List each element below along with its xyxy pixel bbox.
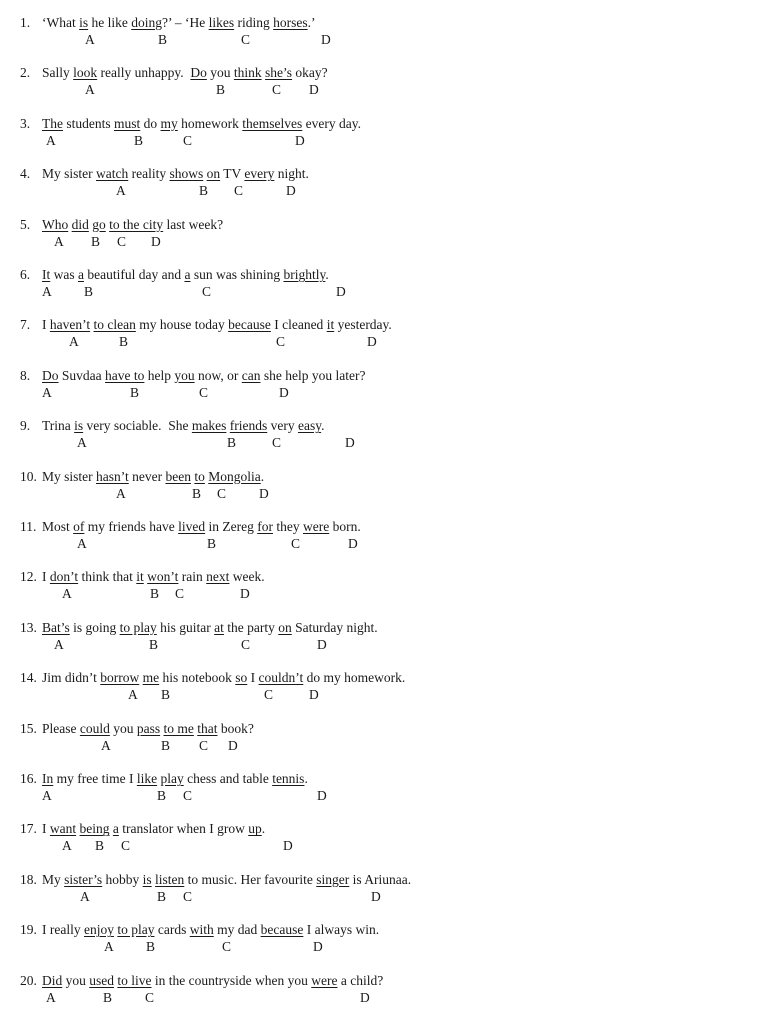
sentence-text: is going xyxy=(69,619,120,635)
sentence-text: do my homework. xyxy=(303,670,406,686)
option-letter: B xyxy=(207,536,217,551)
question-sentence xyxy=(42,316,392,333)
sentence-text: beautiful day and xyxy=(84,267,185,282)
option-letter: A xyxy=(116,485,126,501)
option-letter: B xyxy=(150,586,160,602)
question-item xyxy=(0,403,768,451)
option-letter: A xyxy=(101,737,111,753)
sentence-text: book? xyxy=(217,720,254,736)
question-number: 13. xyxy=(20,619,37,635)
option-letter: D xyxy=(228,737,238,753)
question-item xyxy=(0,655,768,703)
question-sentence xyxy=(42,972,383,989)
underlined-segment: likes xyxy=(208,15,235,30)
question-number: 16. xyxy=(20,771,37,786)
underlined-segment: because xyxy=(228,317,271,333)
option-letter: C xyxy=(241,636,251,652)
underlined-segment: think xyxy=(233,65,262,81)
question-number: 18. xyxy=(20,871,37,887)
sentence-text: you xyxy=(62,972,90,988)
sentence-text: I always win. xyxy=(303,922,380,938)
option-letter: A xyxy=(116,183,126,199)
option-letter: B xyxy=(95,838,105,854)
underlined-segment: a xyxy=(78,267,84,282)
question-item xyxy=(0,857,768,904)
sentence-text: My sister xyxy=(42,468,96,484)
underlined-segment: could xyxy=(79,720,110,736)
option-letter: B xyxy=(227,435,237,451)
underlined-segment: is xyxy=(79,15,89,30)
question-number: 9. xyxy=(20,418,31,434)
sentence-text: his notebook xyxy=(159,670,236,686)
question-item xyxy=(0,454,768,501)
sentence-text: reality xyxy=(128,166,170,182)
question-number: 6. xyxy=(20,267,31,282)
sentence-text: students xyxy=(63,115,115,131)
underlined-segment: you xyxy=(174,367,195,383)
question-item xyxy=(0,50,768,98)
option-letter: D xyxy=(309,687,319,703)
sentence-text: the party xyxy=(223,619,279,635)
option-letter: D xyxy=(309,82,319,98)
option-letter: D xyxy=(295,132,305,148)
question-number: 19. xyxy=(20,922,37,938)
question-number: 4. xyxy=(20,166,31,182)
option-letter: C xyxy=(272,435,282,451)
option-letter: B xyxy=(103,989,113,1005)
option-letter: B xyxy=(91,233,101,249)
option-letter: A xyxy=(54,233,64,249)
underlined-segment: play xyxy=(160,771,184,786)
question-sentence xyxy=(42,115,361,132)
sentence-text: I xyxy=(42,317,50,333)
option-letter: B xyxy=(161,687,171,703)
question-sentence xyxy=(42,720,254,737)
question-item xyxy=(0,252,768,299)
option-letter: A xyxy=(85,32,95,47)
underlined-segment: because xyxy=(260,922,304,938)
question-sentence xyxy=(42,770,308,787)
underlined-segment: at xyxy=(214,619,224,635)
sentence-text: I really xyxy=(42,922,84,938)
option-letter: C xyxy=(222,939,232,955)
question-item xyxy=(0,202,768,249)
sentence-text: I cleaned xyxy=(270,317,327,333)
sentence-text: . xyxy=(325,267,329,282)
option-letter: D xyxy=(321,32,331,47)
sentence-text: every day. xyxy=(302,115,362,131)
underlined-segment: every xyxy=(244,166,275,182)
underlined-segment: to me xyxy=(163,720,194,736)
sentence-text: they xyxy=(272,519,303,534)
underlined-segment: easy xyxy=(298,418,322,434)
sentence-text: . xyxy=(261,821,266,837)
underlined-segment: Who xyxy=(42,216,69,232)
underlined-segment: brightly xyxy=(283,267,326,282)
underlined-segment: singer xyxy=(316,871,350,887)
underlined-segment: to the city xyxy=(109,216,164,232)
sentence-text: . xyxy=(260,468,265,484)
option-letter: D xyxy=(367,334,377,350)
option-letter: D xyxy=(151,233,161,249)
question-item xyxy=(0,151,768,199)
sentence-text: is Ariunaa. xyxy=(349,871,412,887)
sentence-text: really unhappy. xyxy=(97,65,191,81)
question-item xyxy=(0,353,768,400)
underlined-segment: were xyxy=(311,972,338,988)
option-letter: C xyxy=(175,586,185,602)
option-letter: A xyxy=(42,788,52,803)
question-number: 12. xyxy=(20,569,37,585)
option-letter: C xyxy=(202,284,212,299)
option-letter: C xyxy=(264,687,274,703)
option-letter: C xyxy=(183,888,193,904)
sentence-text: cards xyxy=(154,922,190,938)
underlined-segment: Do xyxy=(190,65,207,81)
underlined-segment: lived xyxy=(178,519,206,534)
underlined-segment: tennis xyxy=(272,771,305,786)
option-letter: D xyxy=(317,788,327,803)
underlined-segment: enjoy xyxy=(83,922,114,938)
underlined-segment: is xyxy=(142,871,152,887)
sentence-text: my house today xyxy=(135,317,229,333)
question-item xyxy=(0,0,768,47)
underlined-segment: is xyxy=(74,418,84,434)
question-sentence xyxy=(42,367,365,384)
underlined-segment: It xyxy=(42,267,51,282)
option-letter: B xyxy=(119,334,129,350)
sentence-text: Sally xyxy=(42,65,74,81)
question-sentence xyxy=(42,266,329,283)
option-letter: A xyxy=(69,334,79,350)
underlined-segment: don’t xyxy=(49,569,79,585)
sentence-text: homework xyxy=(177,115,243,131)
option-letter: C xyxy=(199,737,209,753)
option-letter: C xyxy=(276,334,286,350)
underlined-segment: Did xyxy=(42,972,63,988)
option-letter: A xyxy=(46,989,56,1005)
option-letter: B xyxy=(84,284,94,299)
question-sentence xyxy=(42,669,405,686)
question-sentence xyxy=(42,468,264,485)
underlined-segment: with xyxy=(189,922,214,938)
option-letter: C xyxy=(121,838,131,854)
option-letter: D xyxy=(371,888,381,904)
sentence-text: night. xyxy=(274,166,309,182)
question-sentence xyxy=(42,871,411,888)
sentence-text: in the countryside when you xyxy=(151,972,312,988)
underlined-segment: to clean xyxy=(93,317,136,333)
underlined-segment: themselves xyxy=(242,115,303,131)
option-letter: D xyxy=(317,636,327,652)
sentence-text: I xyxy=(247,670,259,686)
question-sentence xyxy=(42,568,265,585)
question-item xyxy=(0,302,768,350)
sentence-text: rain xyxy=(178,569,207,585)
sentence-text: think that xyxy=(78,569,137,585)
question-number: 17. xyxy=(20,821,37,837)
underlined-segment: couldn’t xyxy=(258,670,304,686)
underlined-segment: to play xyxy=(119,619,157,635)
question-sentence xyxy=(42,417,325,434)
question-number: 5. xyxy=(20,216,31,232)
option-letter: A xyxy=(128,687,138,703)
sentence-text: My sister xyxy=(42,166,96,182)
underlined-segment: Do xyxy=(42,367,59,383)
underlined-segment: Bat’s xyxy=(42,619,70,635)
sentence-text: Please xyxy=(42,720,80,736)
sentence-text: hobby xyxy=(102,871,143,887)
sentence-text: to music. Her favourite xyxy=(184,871,317,887)
underlined-segment: a xyxy=(112,821,119,837)
underlined-segment: for xyxy=(257,519,273,534)
sentence-text: I xyxy=(42,569,50,585)
sentence-text: my friends have xyxy=(84,519,179,534)
option-letter: A xyxy=(104,939,114,955)
underlined-segment: to play xyxy=(117,922,155,938)
underlined-segment: that xyxy=(197,720,218,736)
sentence-text: he like xyxy=(88,15,132,30)
question-number: 10. xyxy=(20,468,37,484)
question-sentence xyxy=(42,216,223,233)
underlined-segment: on xyxy=(206,166,221,182)
underlined-segment: Mongolia xyxy=(208,468,261,484)
question-number: 11. xyxy=(20,519,37,534)
underlined-segment: so xyxy=(235,670,248,686)
underlined-segment: want xyxy=(49,821,77,837)
option-letter: A xyxy=(62,586,72,602)
underlined-segment: doing xyxy=(131,15,163,30)
option-letter: C xyxy=(183,788,193,803)
option-letter: C xyxy=(217,485,227,501)
option-letter: B xyxy=(130,384,140,400)
sentence-text: very sociable. She xyxy=(83,418,192,434)
option-letter: B xyxy=(158,32,168,47)
sentence-text: very xyxy=(267,418,298,434)
option-letter: D xyxy=(360,989,370,1005)
underlined-segment: The xyxy=(42,115,63,131)
option-letter: A xyxy=(85,82,95,98)
sentence-text: chess and table xyxy=(183,771,273,786)
underlined-segment: of xyxy=(73,519,85,534)
sentence-text: TV xyxy=(220,166,245,182)
question-sentence xyxy=(42,14,316,31)
sentence-text: . xyxy=(321,418,325,434)
question-number: 2. xyxy=(20,65,31,81)
option-letter: C xyxy=(199,384,209,400)
option-letter: B xyxy=(161,737,171,753)
underlined-segment: won’t xyxy=(147,569,179,585)
underlined-segment: can xyxy=(241,367,261,383)
underlined-segment: horses xyxy=(273,15,308,30)
question-sentence xyxy=(42,165,309,182)
question-item xyxy=(0,806,768,854)
underlined-segment: listen xyxy=(155,871,185,887)
option-letter: D xyxy=(279,384,289,400)
sentence-text: she help you later? xyxy=(260,367,366,383)
option-letter: C xyxy=(272,82,282,98)
question-number: 14. xyxy=(20,670,37,686)
option-letter: D xyxy=(313,939,323,955)
sentence-text: Saturday night. xyxy=(291,619,378,635)
option-letter: A xyxy=(80,888,90,904)
underlined-segment: to live xyxy=(117,972,152,988)
sentence-text: my dad xyxy=(213,922,261,938)
option-letter: C xyxy=(234,183,244,199)
underlined-segment: have to xyxy=(105,367,145,383)
question-number: 15. xyxy=(20,720,37,736)
underlined-segment: hasn’t xyxy=(96,468,129,484)
question-item xyxy=(0,706,768,753)
option-letter: A xyxy=(62,838,72,854)
question-sentence xyxy=(42,518,361,535)
sentence-text: okay? xyxy=(292,65,328,81)
sentence-text: Most xyxy=(42,519,74,534)
sentence-text: do xyxy=(140,115,161,131)
underlined-segment: pass xyxy=(136,720,161,736)
sentence-text: you xyxy=(206,65,234,81)
question-sentence xyxy=(42,64,328,81)
option-letter: A xyxy=(42,384,52,400)
option-letter: D xyxy=(336,284,346,299)
option-letter: D xyxy=(345,435,355,451)
sentence-text: yesterday. xyxy=(334,317,392,333)
sentence-text: .’ xyxy=(307,15,316,30)
option-letter: B xyxy=(134,132,144,148)
underlined-segment: like xyxy=(136,771,158,786)
option-letter: B xyxy=(192,485,202,501)
sentence-text: my free time I xyxy=(53,771,137,786)
sentence-text: . xyxy=(304,771,308,786)
question-number: 1. xyxy=(20,15,31,30)
underlined-segment: sister’s xyxy=(64,871,103,887)
question-item xyxy=(0,554,768,602)
underlined-segment: haven’t xyxy=(49,317,91,333)
sentence-text: Suvdaa xyxy=(58,367,105,383)
option-letter: C xyxy=(291,536,301,551)
option-letter: A xyxy=(42,284,52,299)
option-letter: D xyxy=(283,838,293,854)
underlined-segment: being xyxy=(79,821,110,837)
option-letter: D xyxy=(348,536,358,551)
option-letter: C xyxy=(241,32,251,47)
underlined-segment: used xyxy=(89,972,114,988)
underlined-segment: were xyxy=(302,519,330,534)
sentence-text: ‘What xyxy=(42,15,80,30)
sentence-text: ?’ – ‘He xyxy=(162,15,209,30)
option-letter: B xyxy=(149,636,159,652)
underlined-segment: look xyxy=(73,65,98,81)
question-item xyxy=(0,101,768,148)
option-letter: D xyxy=(286,183,296,199)
underlined-segment: makes xyxy=(191,418,227,434)
option-letter: B xyxy=(157,888,167,904)
question-item xyxy=(0,907,768,955)
underlined-segment: up xyxy=(248,821,262,837)
underlined-segment: a xyxy=(184,267,191,282)
option-letter: B xyxy=(157,788,167,803)
question-sentence xyxy=(42,820,265,837)
sentence-text: My xyxy=(42,871,65,887)
underlined-segment: me xyxy=(142,670,160,686)
option-letter: A xyxy=(46,132,56,148)
option-letter: C xyxy=(117,233,127,249)
question-item xyxy=(0,958,768,1005)
underlined-segment: she’s xyxy=(265,65,293,81)
sentence-text: you xyxy=(109,720,137,736)
sentence-text: Jim didn’t xyxy=(42,670,101,686)
underlined-segment: shows xyxy=(169,166,204,182)
sentence-text: a child? xyxy=(337,972,384,988)
option-letter: D xyxy=(259,485,269,501)
question-item xyxy=(0,504,768,551)
underlined-segment: it xyxy=(326,317,335,333)
sentence-text: riding xyxy=(234,15,274,30)
option-letter: A xyxy=(54,636,64,652)
question-number: 20. xyxy=(20,972,37,988)
underlined-segment: my xyxy=(160,115,178,131)
underlined-segment: In xyxy=(42,771,54,786)
option-letter: B xyxy=(146,939,156,955)
underlined-segment: go xyxy=(92,216,106,232)
question-sentence xyxy=(42,921,379,938)
option-letter: A xyxy=(77,536,87,551)
sentence-text: his guitar xyxy=(156,619,215,635)
option-letter: C xyxy=(145,989,155,1005)
underlined-segment: friends xyxy=(229,418,268,434)
underlined-segment: it xyxy=(136,569,144,585)
sentence-text: sun was shining xyxy=(190,267,284,282)
question-item xyxy=(0,605,768,652)
sentence-text: Trina xyxy=(42,418,75,434)
sentence-text: week. xyxy=(229,569,265,585)
underlined-segment: borrow xyxy=(100,670,140,686)
underlined-segment: on xyxy=(278,619,292,635)
sentence-text: I xyxy=(42,821,50,837)
sentence-text: translator when I grow xyxy=(118,821,249,837)
option-letter: C xyxy=(183,132,193,148)
sentence-text: help xyxy=(144,367,175,383)
sentence-text: born. xyxy=(329,519,361,534)
question-item xyxy=(0,756,768,803)
sentence-text: was xyxy=(50,267,78,282)
underlined-segment: must xyxy=(114,115,141,131)
underlined-segment: to xyxy=(194,468,205,484)
option-letter: B xyxy=(216,82,226,98)
question-number: 7. xyxy=(20,317,31,333)
question-number: 8. xyxy=(20,367,31,383)
sentence-text: never xyxy=(128,468,166,484)
option-letter: A xyxy=(77,435,87,451)
sentence-text: now, or xyxy=(194,367,242,383)
underlined-segment: watch xyxy=(96,166,129,182)
option-letter: D xyxy=(240,586,250,602)
underlined-segment: been xyxy=(165,468,191,484)
sentence-text: last week? xyxy=(163,216,224,232)
sentence-text: in Zereg xyxy=(205,519,258,534)
option-letter: B xyxy=(199,183,209,199)
question-sentence xyxy=(42,619,378,636)
underlined-segment: next xyxy=(206,569,230,585)
underlined-segment: did xyxy=(71,216,89,232)
question-number: 3. xyxy=(20,115,31,131)
